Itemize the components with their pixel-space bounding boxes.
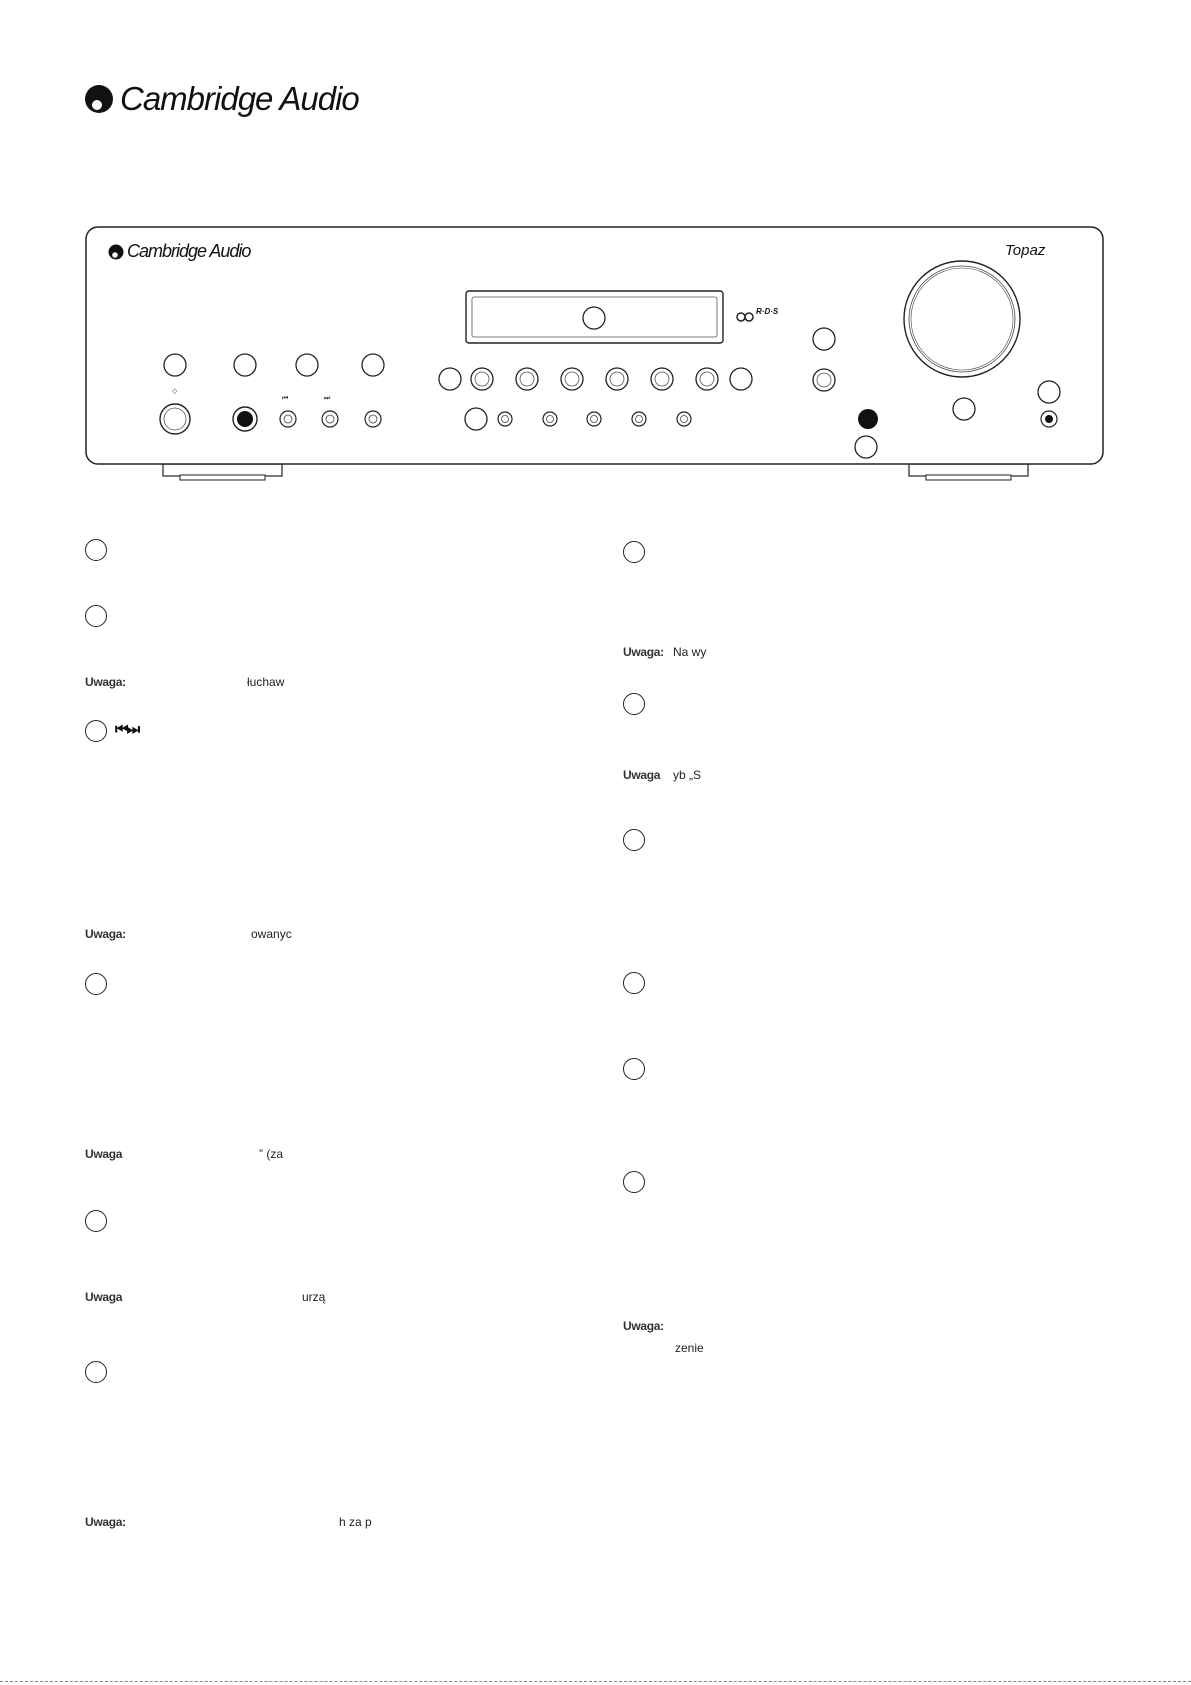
- callout-12: [623, 1171, 645, 1193]
- callout-1: [85, 539, 107, 561]
- right-note-1: Uwaga: Na wy: [623, 645, 707, 659]
- callout-8: [623, 693, 645, 715]
- right-trailing-fragment: zenie: [675, 1341, 704, 1355]
- svg-text:⏭: ⏭: [324, 395, 331, 402]
- brand-logo-icon: [84, 84, 114, 114]
- left-note-1: Uwaga: łuchaw: [85, 675, 285, 689]
- callout-5: [85, 1210, 107, 1232]
- panel-brand: Cambridge Audio: [127, 241, 251, 261]
- callout-4: [85, 973, 107, 995]
- callout-3: [85, 720, 107, 742]
- right-note-2: Uwaga yb „S: [623, 768, 702, 782]
- callout-10: [623, 972, 645, 994]
- callout-7: [623, 541, 645, 563]
- device-front-panel: [0, 220, 1191, 490]
- right-note-3: Uwaga:: [623, 1319, 664, 1333]
- panel-model: Topaz: [1005, 242, 1046, 259]
- svg-text:⏮: ⏮: [282, 395, 289, 402]
- callout-2: [85, 605, 107, 627]
- callout-6: [85, 1361, 107, 1383]
- svg-text:◇: ◇: [172, 388, 178, 395]
- skip-symbols: ⏮ ⏭: [115, 721, 138, 738]
- left-note-4: Uwaga urzą: [85, 1290, 326, 1304]
- callout-9: [623, 829, 645, 851]
- left-note-2: Uwaga: owanyc: [85, 927, 292, 941]
- panel-logo-icon: [108, 244, 124, 260]
- rds-badge: R·D·S: [756, 307, 779, 316]
- callout-11: [623, 1058, 645, 1080]
- brand-logo-text: Cambridge Audio: [120, 80, 359, 117]
- page-bottom-edge: [0, 1681, 1191, 1685]
- left-note-5: Uwaga: h za p: [85, 1515, 372, 1529]
- left-note-3: Uwaga ” (za: [85, 1147, 283, 1161]
